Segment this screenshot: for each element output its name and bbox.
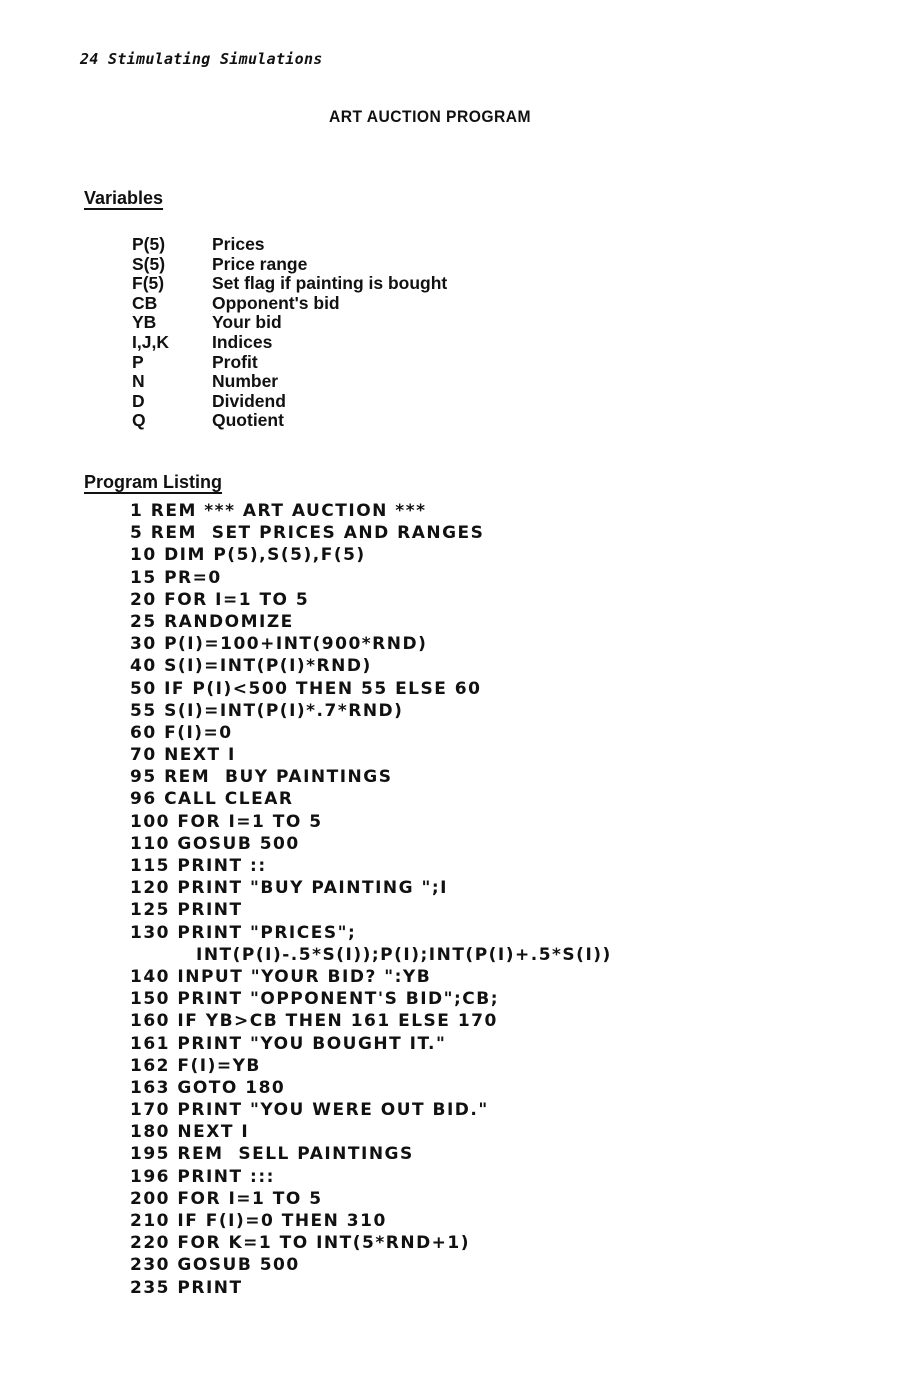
variable-name: Q xyxy=(132,410,146,431)
code-line: 50 IF P(I)<500 THEN 55 ELSE 60 xyxy=(130,678,482,699)
code-line-continuation: INT(P(I)-.5*S(I));P(I);INT(P(I)+.5*S(I)) xyxy=(196,944,612,965)
code-line: 130 PRINT "PRICES"; xyxy=(130,922,357,943)
variable-row xyxy=(132,255,447,275)
variable-row xyxy=(132,294,447,314)
variable-name: N xyxy=(132,371,145,392)
variable-description: Prices xyxy=(212,234,265,254)
variable-name: CB xyxy=(132,292,158,313)
code-line: 70 NEXT I xyxy=(130,745,236,766)
code-line: 150 PRINT "OPPONENT'S BID";CB; xyxy=(130,989,500,1010)
variable-description: Set flag if painting is bought xyxy=(212,273,448,294)
code-line: 161 PRINT "YOU BOUGHT IT." xyxy=(130,1033,447,1054)
page-title: ART AUCTION PROGRAM xyxy=(329,107,531,126)
variable-row xyxy=(132,313,447,333)
variable-description: Profit xyxy=(212,351,258,372)
variable-name: P xyxy=(132,351,144,372)
variable-name: YB xyxy=(132,312,157,333)
code-line: 195 REM SELL PAINTINGS xyxy=(130,1144,414,1165)
variables-table xyxy=(132,235,447,431)
code-line: 10 DIM P(5),S(5),F(5) xyxy=(130,545,366,566)
variables-heading: Variables xyxy=(84,188,164,208)
variable-name: S(5) xyxy=(132,253,166,274)
code-line: 110 GOSUB 500 xyxy=(130,833,300,854)
code-line: 200 FOR I=1 TO 5 xyxy=(130,1188,323,1209)
variable-description: Price range xyxy=(212,253,308,274)
variable-row xyxy=(132,333,447,353)
code-line: 140 INPUT "YOUR BID? ":YB xyxy=(130,966,432,987)
code-line: 115 PRINT :: xyxy=(130,856,267,876)
code-line: 162 F(I)=YB xyxy=(130,1055,261,1076)
variable-name: D xyxy=(132,390,145,411)
code-line: 1 REM *** ART AUCTION *** xyxy=(130,501,427,521)
code-line: 25 RANDOMIZE xyxy=(130,611,294,632)
code-line: 230 GOSUB 500 xyxy=(130,1255,300,1276)
variable-description: Opponent's bid xyxy=(212,292,340,313)
variable-name: P(5) xyxy=(132,234,166,254)
variable-row xyxy=(132,274,447,294)
code-line: 163 GOTO 180 xyxy=(130,1077,286,1098)
code-line: 30 P(I)=100+INT(900*RND) xyxy=(130,634,428,655)
page-header: 24 Stimulating Simulations xyxy=(80,50,323,68)
code-line: 60 F(I)=0 xyxy=(130,722,233,743)
code-line: 55 S(I)=INT(P(I)*.7*RND) xyxy=(130,700,404,721)
code-line: 96 CALL CLEAR xyxy=(130,789,294,810)
code-line: 180 NEXT I xyxy=(130,1122,250,1143)
variable-row xyxy=(132,372,447,392)
variable-row xyxy=(132,353,447,373)
variable-description: Your bid xyxy=(212,312,282,333)
code-line: 15 PR=0 xyxy=(130,567,222,588)
variable-description: Number xyxy=(212,371,279,392)
variable-description: Indices xyxy=(212,331,273,352)
code-line: 220 FOR K=1 TO INT(5*RND+1) xyxy=(130,1233,471,1254)
code-line: 160 IF YB>CB THEN 161 ELSE 170 xyxy=(130,1011,498,1032)
code-line: 196 PRINT ::: xyxy=(130,1166,275,1187)
variable-description: Quotient xyxy=(212,410,284,431)
code-line: 125 PRINT xyxy=(130,900,243,921)
variable-name: I,J,K xyxy=(132,331,169,352)
program-listing xyxy=(130,500,870,1299)
code-line: 235 PRINT xyxy=(130,1277,243,1298)
code-line: 40 S(I)=INT(P(I)*RND) xyxy=(130,656,372,677)
variable-row xyxy=(132,411,447,431)
code-line: 210 IF F(I)=0 THEN 310 xyxy=(130,1211,387,1231)
variable-description: Dividend xyxy=(212,390,286,411)
code-line: 100 FOR I=1 TO 5 xyxy=(130,811,323,832)
variable-name: F(5) xyxy=(132,273,165,294)
variable-row xyxy=(132,235,447,255)
variable-row xyxy=(132,392,447,412)
code-line: 120 PRINT "BUY PAINTING ";I xyxy=(130,878,448,899)
code-line: 5 REM SET PRICES AND RANGES xyxy=(130,523,485,544)
code-line: 95 REM BUY PAINTINGS xyxy=(130,767,393,788)
program-listing-heading: Program Listing xyxy=(84,472,223,492)
code-line: 170 PRINT "YOU WERE OUT BID." xyxy=(130,1100,489,1121)
code-line: 20 FOR I=1 TO 5 xyxy=(130,589,310,610)
